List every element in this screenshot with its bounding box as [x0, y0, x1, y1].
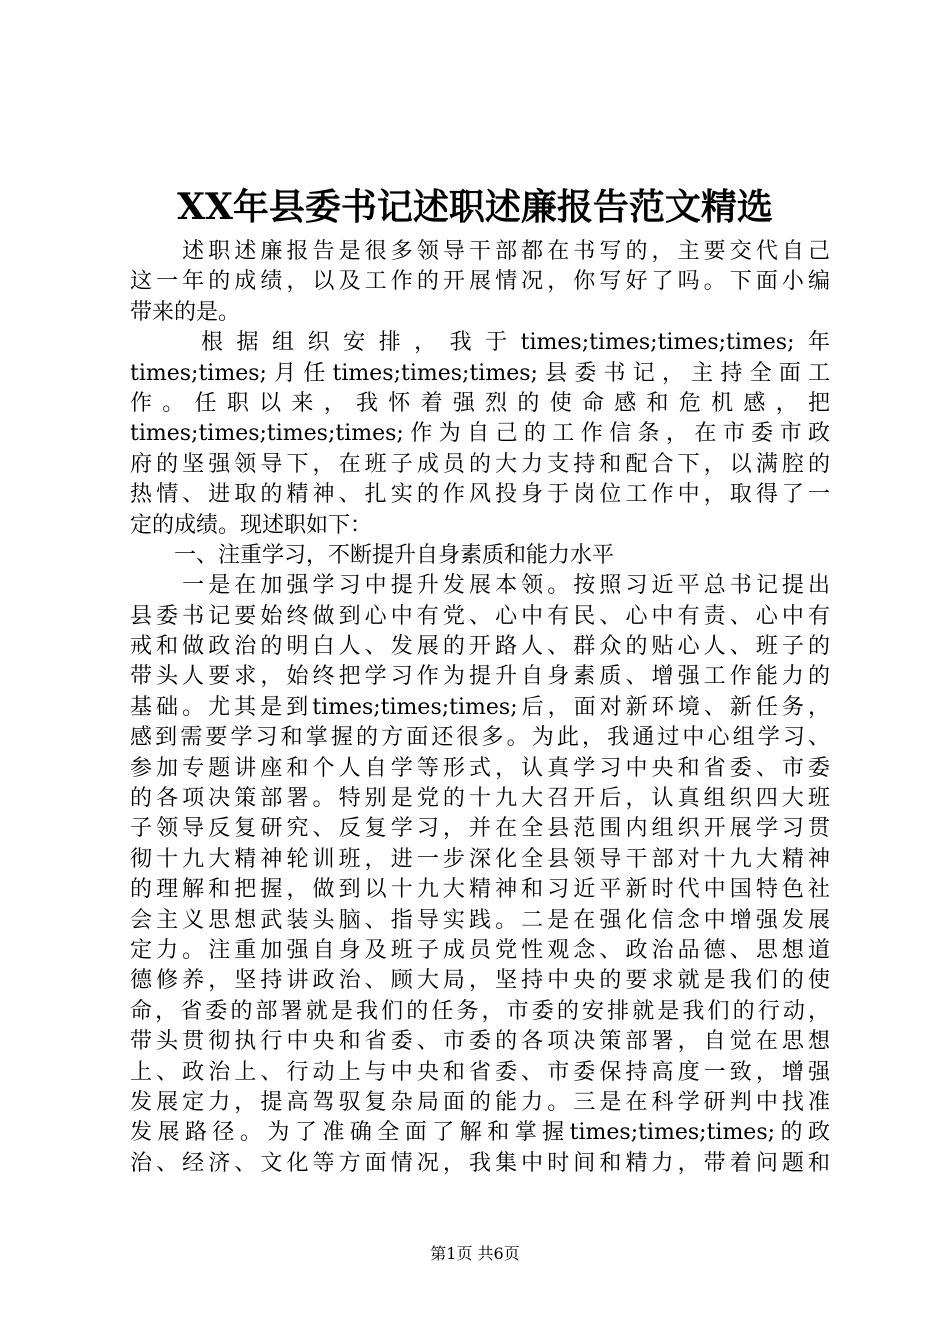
document-title: XX年县委书记述职述廉报告范文精选 [177, 186, 773, 228]
body-line: 子领导反复研究、反复学习，并在全县范围内组织开展学习贯 [130, 816, 830, 842]
body-line: 带头贯彻执行中央和省委、市委的各项决策部署，自觉在思想 [130, 1029, 830, 1055]
section-heading: 一、注重学习，不断提升自身素质和能力水平 [130, 542, 615, 568]
body-line: 参加专题讲座和个人自学等形式，认真学习中央和省委、市委 [130, 755, 830, 781]
body-line: 根据组织安排，我于times;times;times;times;年 [130, 330, 830, 356]
body-line: 发展定力，提高驾驭复杂局面的能力。三是在科学研判中找准 [130, 1089, 830, 1115]
body-line: 治、经济、文化等方面情况，我集中时间和精力，带着问题和 [130, 1150, 830, 1176]
body-line: 这一年的成绩，以及工作的开展情况，你写好了吗。下面小编 [130, 269, 830, 295]
body-line: 带来的是。 [130, 299, 241, 325]
body-line: 带头人要求，始终把学习作为提升自身素质、增强工作能力的 [130, 664, 830, 690]
body-line: 定的成绩。现述职如下： [130, 512, 373, 538]
body-line: 的理解和把握，做到以十九大精神和习近平新时代中国特色社 [130, 877, 830, 903]
body-line: 戒和做政治的明白人、发展的开路人、群众的贴心人、班子的 [130, 634, 830, 660]
body-line: 府的坚强领导下，在班子成员的大力支持和配合下，以满腔的 [130, 451, 830, 477]
body-line: 基础。尤其是到times;times;times;后，面对新环境、新任务， [130, 694, 830, 720]
body-line: 热情、进取的精神、扎实的作风投身于岗位工作中，取得了一 [130, 482, 830, 508]
body-line: 发展路径。为了准确全面了解和掌握times;times;times;的政 [130, 1120, 830, 1146]
body-line: 会主义思想武装头脑、指导实践。二是在强化信念中增强发展 [130, 907, 830, 933]
body-line: 德修养，坚持讲政治、顾大局，坚持中央的要求就是我们的使 [130, 968, 830, 994]
body-line: 感到需要学习和掌握的方面还很多。为此，我通过中心组学习、 [130, 725, 830, 751]
body-line: times;times;月任times;times;times;县委书记，主持全面工 [130, 360, 830, 386]
body-line: 定力。注重加强自身及班子成员党性观念、政治品德、思想道 [130, 937, 830, 963]
body-line: 彻十九大精神轮训班，进一步深化全县领导干部对十九大精神 [130, 846, 830, 872]
body-line: 一是在加强学习中提升发展本领。按照习近平总书记提出 [130, 573, 830, 599]
body-line: 述职述廉报告是很多领导干部都在书写的，主要交代自己 [130, 239, 830, 264]
body-line: 的各项决策部署。特别是党的十九大召开后，认真组织四大班 [130, 786, 830, 812]
body-line: times;times;times;times;作为自己的工作信条，在市委市政 [130, 421, 830, 447]
body-line: 作。任职以来，我怀着强烈的使命感和危机感，把 [130, 390, 830, 416]
body-line: 命，省委的部署就是我们的任务，市委的安排就是我们的行动， [130, 998, 830, 1024]
document-body [130, 237, 830, 1179]
page-number: 第1页 共6页 [430, 1244, 520, 1263]
body-line: 县委书记要始终做到心中有党、心中有民、心中有责、心中有 [130, 603, 830, 629]
body-line: 上、政治上、行动上与中央和省委、市委保持高度一致，增强 [130, 1059, 830, 1085]
